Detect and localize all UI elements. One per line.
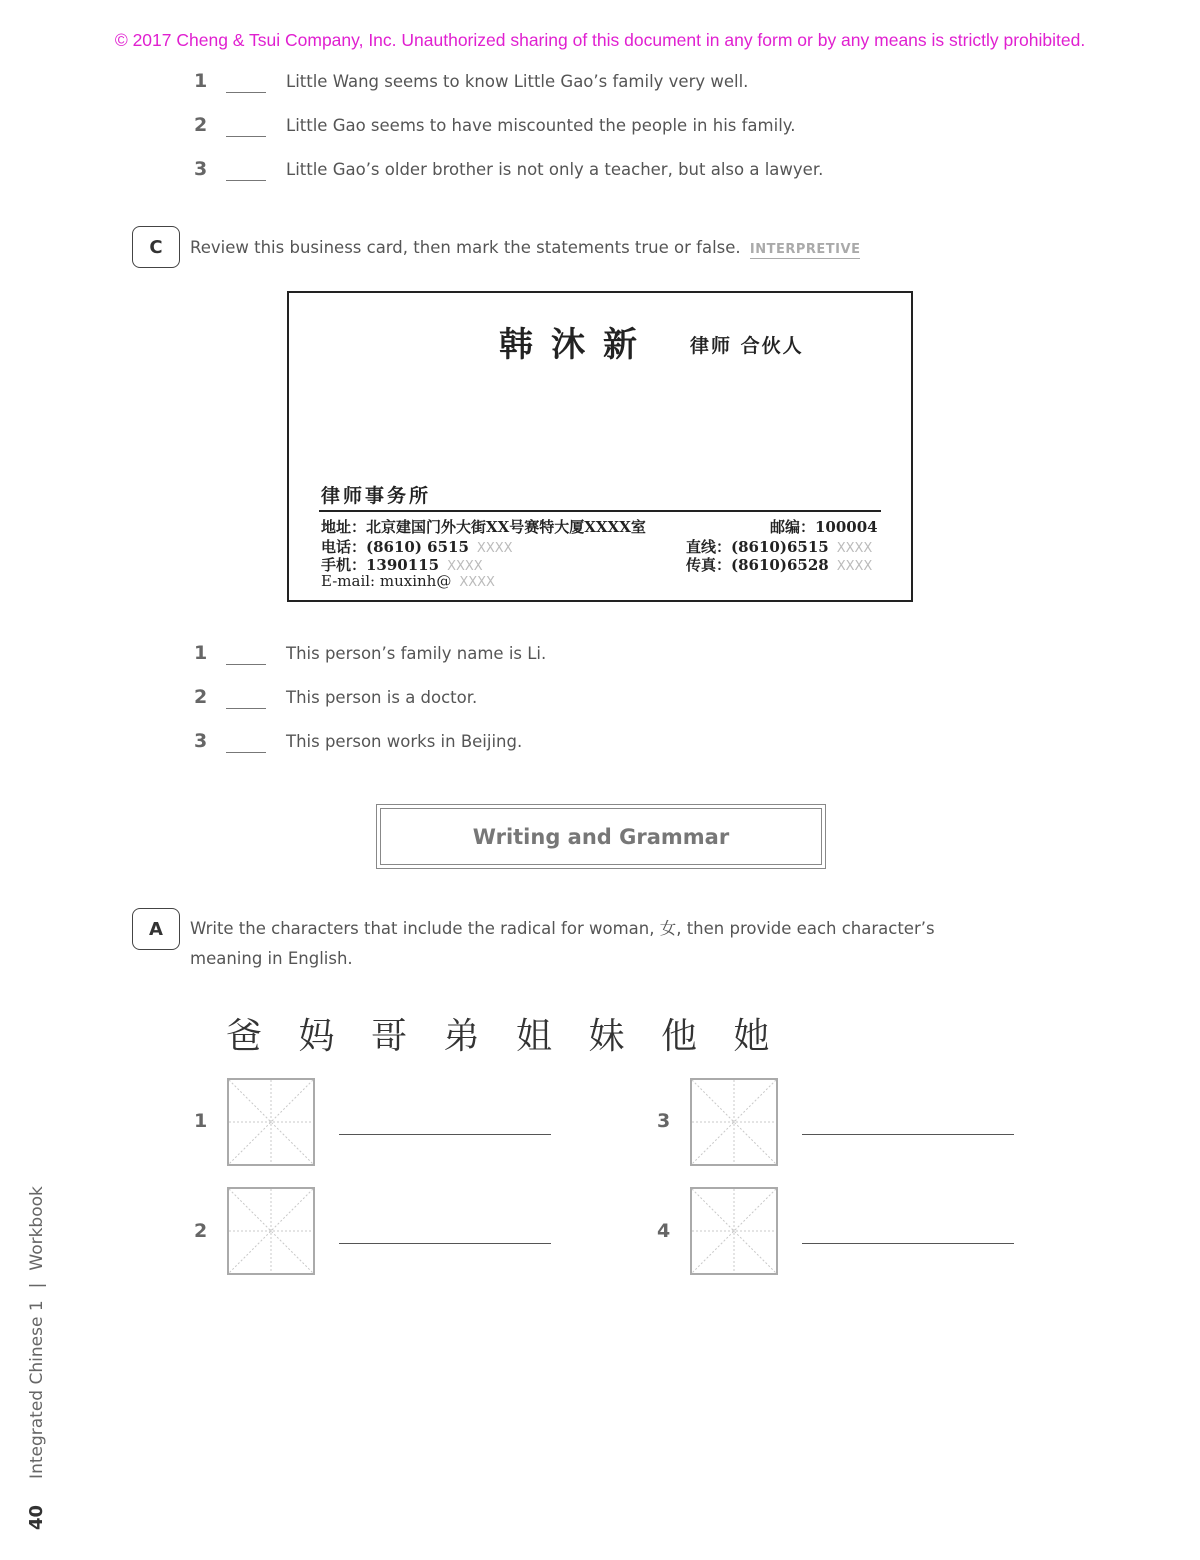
card-name: 韩沐新	[499, 325, 655, 365]
item-number: 1	[194, 70, 208, 92]
card-email	[321, 572, 495, 590]
answer-number: 4	[657, 1220, 671, 1242]
section-c-instruction	[190, 233, 860, 265]
answer-number: 3	[657, 1110, 671, 1132]
business-card	[287, 291, 913, 602]
section-a-instruction-line2: meaning in English.	[190, 949, 353, 968]
character: 姐	[516, 1016, 553, 1057]
item-number: 1	[194, 642, 208, 664]
statement-text: Little Gao seems to have miscounted the people in his family.	[286, 116, 796, 135]
card-mobile-text: 手机：1390115	[321, 556, 440, 574]
section-heading: Writing and Grammar	[380, 808, 822, 865]
card-direct-text: 直线：(8610)6515	[686, 538, 829, 556]
interpretive-tag: INTERPRETIVE	[749, 242, 861, 257]
card-fax-mask: XXXX	[836, 559, 873, 574]
character: 哥	[371, 1016, 408, 1057]
meaning-answer-line[interactable]	[802, 1134, 1014, 1135]
card-divider	[319, 510, 881, 512]
footer-separator: |	[27, 1282, 47, 1289]
item-number: 3	[194, 730, 208, 752]
character: 弟	[443, 1016, 480, 1057]
card-mobile-mask: XXXX	[447, 559, 483, 574]
answer-blank[interactable]	[226, 664, 266, 665]
instruction-text: Review this business card, then mark the statements true or false.	[190, 238, 741, 257]
statement-text: This person works in Beijing.	[286, 732, 523, 751]
item-number: 2	[194, 114, 208, 136]
answer-blank[interactable]	[226, 136, 266, 137]
item-number: 3	[194, 158, 208, 180]
page-footer	[26, 1186, 47, 1530]
grid-guides-icon	[229, 1080, 313, 1164]
character-writing-grid[interactable]	[690, 1187, 778, 1275]
section-a-instruction-line1: Write the characters that include the radical for woman, 女, then provide each character’s	[190, 919, 935, 938]
card-address: 地址：北京建国门外大街XX号赛特大厦XXXX室	[321, 518, 646, 536]
section-heading-box	[376, 804, 826, 869]
card-direct-mask: XXXX	[836, 541, 873, 556]
card-titles: 律师 合伙人	[690, 335, 804, 357]
character: 妹	[588, 1016, 625, 1057]
grid-guides-icon	[692, 1080, 776, 1164]
grid-guides-icon	[229, 1189, 313, 1273]
section-c-label: C	[132, 226, 180, 268]
card-phone-mask: XXXX	[476, 541, 513, 556]
character-list	[226, 1008, 806, 1059]
statement-text: This person is a doctor.	[286, 688, 478, 707]
grid-guides-icon	[692, 1189, 776, 1273]
section-a-label: A	[132, 908, 180, 950]
book-title: Integrated Chinese 1	[27, 1300, 47, 1479]
card-fax-text: 传真：(8610)6528	[686, 556, 829, 574]
character-writing-grid[interactable]	[227, 1187, 315, 1275]
answer-number: 1	[194, 1110, 208, 1132]
book-type: Workbook	[27, 1186, 47, 1271]
answer-blank[interactable]	[226, 752, 266, 753]
card-postcode: 邮编：100004	[770, 518, 878, 536]
character: 妈	[298, 1016, 335, 1057]
character: 他	[661, 1016, 698, 1057]
meaning-answer-line[interactable]	[339, 1243, 551, 1244]
answer-number: 2	[194, 1220, 208, 1242]
page-number: 40	[26, 1504, 47, 1530]
card-email-mask: XXXX	[459, 575, 495, 590]
statement-text: Little Wang seems to know Little Gao’s family very well.	[286, 72, 749, 91]
statement-text: This person’s family name is Li.	[286, 644, 547, 663]
copyright-notice: © 2017 Cheng & Tsui Company, Inc. Unauthorized sharing of this document in any form or by any means is strictly prohibited.	[114, 30, 1086, 50]
answer-blank[interactable]	[226, 180, 266, 181]
card-fax	[686, 554, 872, 575]
card-firm: 律师事务所	[321, 485, 432, 507]
card-email-text: E-mail: muxinh@	[321, 572, 452, 590]
card-phone-text: 电话：(8610) 6515	[321, 538, 469, 556]
meaning-answer-line[interactable]	[339, 1134, 551, 1135]
character-writing-grid[interactable]	[227, 1078, 315, 1166]
answer-blank[interactable]	[226, 92, 266, 93]
character: 她	[733, 1016, 770, 1057]
character-writing-grid[interactable]	[690, 1078, 778, 1166]
item-number: 2	[194, 686, 208, 708]
character: 爸	[226, 1016, 263, 1057]
statement-text: Little Gao’s older brother is not only a teacher, but also a lawyer.	[286, 160, 824, 179]
answer-blank[interactable]	[226, 708, 266, 709]
meaning-answer-line[interactable]	[802, 1243, 1014, 1244]
